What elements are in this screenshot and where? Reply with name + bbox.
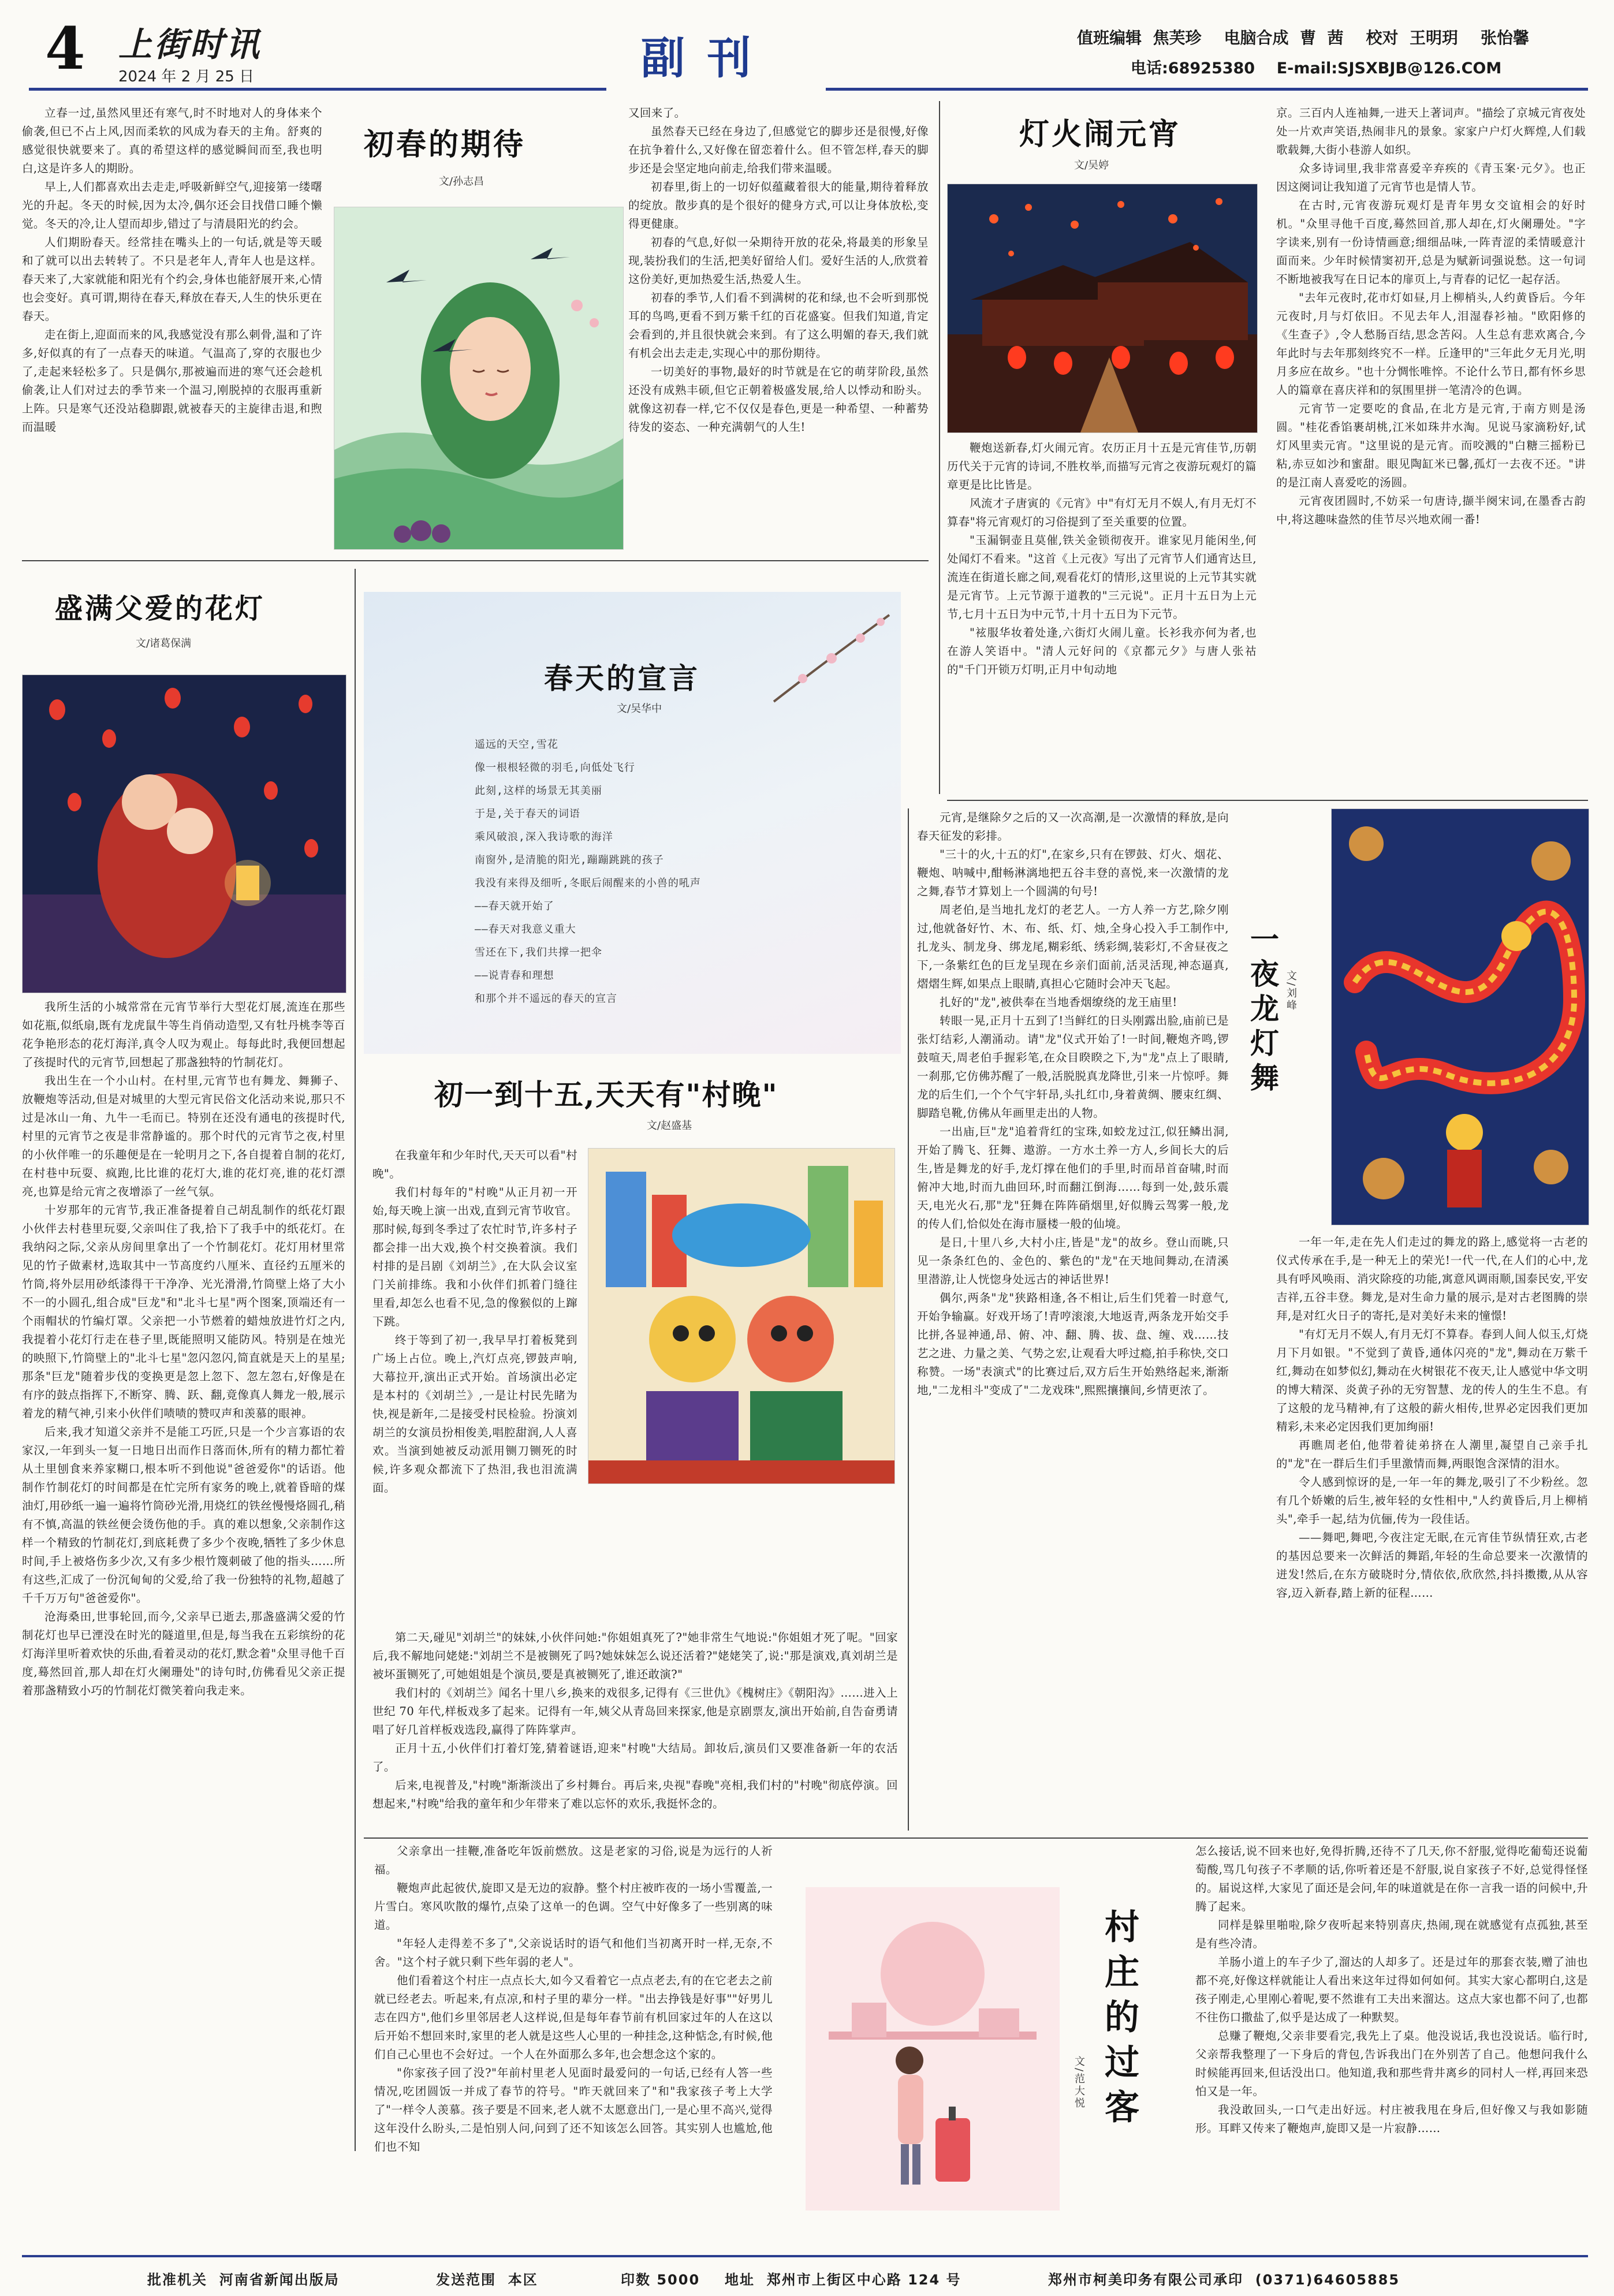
paragraph: 众多诗词里,我非常喜爱辛弃疾的《青玉案·元夕》。也正因这阕词让我知道了元宵节也是情人节。 — [1276, 162, 1586, 193]
divider-horizontal — [22, 560, 929, 561]
section-title: 副 刊 — [641, 32, 755, 84]
paragraph: "有灯无月不娱人,有月无灯不算春。春到人间人似玉,灯烧月下月如银。"不觉到了黄昏,通体闪亮的"龙",舞动在万紫千红,舞动在如梦似幻,舞动在火树银花不夜天,让人感觉中华文明的博大精深、炎黄子孙的无穷智慧、龙的传人的生生不息。有了这般的龙马精神,有了这般的薪火相传,世界必定因我们更加精彩,未来必定因我们更加绚丽! — [1276, 1328, 1588, 1433]
paragraph: 扎好的"龙",被供奉在当地香烟缭绕的龙王庙里! — [940, 996, 1177, 1009]
poem-line: 和那个并不遥远的春天的宣言 — [475, 993, 617, 1005]
article-title: 初一到十五,天天有"村晚" — [434, 1078, 778, 1112]
article-title: 春天的宣言 — [544, 661, 700, 695]
editor-line: 值班编辑 焦芙珍 电脑合成 曹 茜 校对 王明玥 张怡馨 — [1077, 28, 1529, 47]
poem-line: ——春天对我意义重大 — [475, 923, 576, 935]
page-number: 4 — [45, 14, 85, 83]
paragraph: 初春里,街上的一切好似蕴藏着很大的能量,期待着释放的绽放。散步真的是个很好的健身方式,可以让身体放松,变得更健康。 — [628, 180, 929, 230]
paragraph: 初春的气息,好似一朵期待开放的花朵,将最美的形象呈现,装扮我们的生活,把美好留给人们。爱好生活的人,欣赏着这份美好,更加热爱生活,热爱人生。 — [628, 236, 929, 286]
footer-address: 地址 郑州市上街区中心路 124 号 — [725, 2272, 961, 2288]
paragraph: 风流才子唐寅的《元宵》中"有灯无月不娱人,有月无灯不算春"将元宵观灯的习俗提到了至关重要的位置。 — [947, 497, 1257, 528]
article-col — [22, 998, 345, 2268]
article-col — [372, 1146, 577, 1626]
poem-line: 乘风破浪,深入我诗歌的海洋 — [475, 831, 613, 843]
article-byline: 文/范大悦 — [1073, 2056, 1085, 2110]
paragraph: 后来,我才知道父亲并不是能工巧匠,只是一个少言寡语的农家汉,一年到头一复一日地日出而作日落而休,所有的精力都忙着从土里刨食来养家糊口,根本听不到他说"爸爸爱你"的话语。他制作竹制花灯的时间都是在忙完所有家务的晚上,就着昏暗的煤油灯,用砂纸一遍一遍将竹筒砂光滑,用烧红的铁丝慢慢烙圆孔,稍有不慎,高温的铁丝便会烫伤他的手。真的难以想象,父亲制作这样一个精致的竹制花灯,到底耗费了多少个夜晚,牺牲了多少休息时间,手上被烙伤多少次,又有多少根竹篾刺破了他的指头……所有这些,汇成了一份沉甸甸的父爱,给了我一份独特的礼物,超越了千千万万句"爸爸爱你"。 — [22, 1425, 345, 1605]
paragraph: "玉漏铜壶且莫催,铁关金锁彻夜开。谁家见月能闲坐,何处闻灯不看来。"这首《上元夜》写出了元宵节人们通宵达旦,流连在街道长廊之间,观看花灯的情形,这里说的上元节其实就是元宵节。上元节源于道教的"三元说"。正月十五日为上元节,七月十五日为中元节,十月十五日为下元节。 — [947, 534, 1257, 621]
poem-line: 像一根根轻微的羽毛,向低处飞行 — [475, 762, 635, 774]
poem-line: 于是,关于春天的词语 — [475, 808, 580, 820]
paragraph: 在我童年和少年时代,天天可以看"村晚"。 — [372, 1149, 577, 1180]
paragraph: 后来,电视普及,"村晚"渐渐淡出了乡村舞台。再后来,央视"春晚"亮相,我们村的"村晚"彻底停演。回想起来,"村晚"给我的童年和少年带来了难以忘怀的欢乐,我挺怀念的。 — [372, 1779, 898, 1810]
paragraph: 是日,十里八乡,大村小庄,皆是"龙"的故乡。登山而眺,只见一条条红色的、金色的、紫色的"龙"在天地间舞动,在清溪里潜游,让人恍惚身处远古的神话世界! — [917, 1236, 1229, 1286]
article-title: 村庄的过客 — [1099, 1909, 1139, 2134]
paragraph: 总赚了鞭炮,父亲非要看完,我先上了桌。他没说话,我也没说话。临行时,父亲帮我整理了一下身后的背包,告诉我出门在外别苦了自己。他想问我什么时候能再回来,但话没出口。他知道,我和那些背井离乡的同村人一样,再回来恐怕又是一年。 — [1195, 2029, 1588, 2098]
paragraph: 我所生活的小城常常在元宵节举行大型花灯展,流连在那些如花瓶,似纸扇,既有龙虎鼠牛等生肖俏动造型,又有牡丹桃李等百花争艳形态的花灯海洋,真令人叹为观止。每每此时,我便回想起了孩提时代的元宵节,回想起了那盏独特的竹制花灯。 — [22, 1000, 345, 1069]
article-byline: 文/诸葛保满 — [136, 638, 192, 650]
paragraph: 初春的季节,人们看不到满树的花和绿,也不会听到那悦耳的鸟鸣,更看不到万紫千红的百花盛宴。但我们知道,肯定会看到的,并且很快就会来到。有了这么明媚的春天,我们就有机会出去走走,实现心中的那份期待。 — [628, 291, 929, 360]
paragraph: 元宵夜团圆时,不妨采一句唐诗,撷半阕宋词,在墨香古韵中,将这趣味盎然的佳节尽兴地欢闹一番! — [1276, 494, 1586, 526]
article-title: 盛满父爱的花灯 — [55, 592, 266, 625]
paragraph: 羊肠小道上的车子少了,溜达的人却多了。还是过年的那套衣装,赠了油也都不亮,好像这样就能让人看出来这年过得如何如何。其实大家心都明白,这是孩子刚走,心里刚心着呢,要不然谁有工夫出来溜达。这点大家也都不问了,也都不往伤口撒盐了,似乎是达成了一种默契。 — [1195, 1955, 1588, 2024]
paragraph: 转眼一晃,正月十五到了!当鲜红的日头刚露出脸,庙前已是张灯结彩,人潮涌动。请"龙"仪式开始了!一时间,鞭炮齐鸣,锣鼓喧天,周老伯手握彩笔,在众目睽睽之下,为"龙"点上了眼睛,一刹那,它仿佛苏醒了一般,活脱脱真龙降世,引来一片惊呼。舞龙的后生们,一个个气宇轩昂,头扎红巾,身着黄绸、腰束红绸、脚踏皂靴,仿佛从年画里走出的人物。 — [917, 1014, 1229, 1120]
masthead-divider-right — [826, 88, 1588, 91]
paragraph: 一年一年,走在先人们走过的舞龙的路上,感觉将一古老的仪式传承在手,是一种无上的荣光!一代一代,在人们的心中,龙具有呼风唤雨、消灾除疫的功能,寓意风调雨顺,国泰民安,平安吉祥,五谷丰登。舞龙,是对生命力量的展示,是对古老图腾的崇拜,是对红火日子的寄托,是对美好未来的憧憬! — [1276, 1235, 1588, 1322]
divider-vertical — [355, 569, 356, 2151]
paragraph: 鞭炮送新春,灯火闹元宵。农历正月十五是元宵佳节,历朝历代关于元宵的诗词,不胜枚举,而描写元宵之夜游玩观灯的篇章更是比比皆是。 — [947, 441, 1257, 491]
article-col — [947, 439, 1257, 791]
footer — [147, 2268, 1591, 2291]
poem-line: ——说青春和理想 — [475, 970, 554, 982]
poem-line: 南窗外,是清脆的阳光,蹦蹦跳跳的孩子 — [475, 854, 664, 866]
paragraph: 我出生在一个小山村。在村里,元宵节也有舞龙、舞狮子、放鞭炮等活动,但是对城里的大型元宵民俗文化活动来说,那只不过是冰山一角、九牛一毛而已。特别在还没有通电的孩提时代,村里的元宵节之夜是非常静谧的。那个时代的元宵节之夜,村里的小伙伴唯一的乐趣便是在一轮明月之下,各自提着自制的花灯,在村巷中玩耍、疯跑,比比谁的花灯大,谁的花灯亮,谁的花灯漂亮,也算是给元宵之夜增添了一丝气氛。 — [22, 1074, 345, 1198]
paragraph: 元宵节一定要吃的食品,在北方是元宵,于南方则是汤圆。"桂花香馅裹胡桃,江米如珠井水淘。见说马家滴粉好,试灯风里卖元宵。"这里说的是元宵。而咬溅的"白糖三摇粉已粘,赤豆如沙和蜜甜。眼见陶缸米已馨,孤灯一去夜不还。"讲的是江南人喜爱吃的汤圆。 — [1276, 402, 1586, 489]
article-chuntian — [364, 592, 901, 1054]
traveler-illustration — [806, 1887, 1060, 2211]
paragraph: 终于等到了初一,我早早打着板凳到广场上占位。晚上,汽灯点亮,锣鼓声响,大幕拉开,演出正式开始。首场演出必定是本村的《刘胡兰》,一是让村民先睹为快,视是新年,二是接受村民检验。扮演刘胡兰的女演员扮相俊美,唱腔甜润,人人喜欢。当演到她被反动派用铡刀铡死的时候,许多观众都流下了热泪,我也泪流满面。 — [372, 1333, 577, 1494]
paragraph: 在古时,元宵夜游玩观灯是青年男女交谊相会的好时机。"众里寻他千百度,蓦然回首,那人却在,灯火阑珊处。"字字读来,别有一份诗情画意;细细品味,一阵青涩的柔情暖意汁面而来。少年时候情窦初开,总是为赋新词强说愁。这一句词不断地被我写在日记本的扉页上,与青春的记忆一起存活。 — [1276, 199, 1586, 286]
issue-date: 2024 年 2 月 25 日 — [118, 68, 255, 85]
dragon-dance-illustration — [1331, 808, 1589, 1225]
article-byline: 文/吴婷 — [1074, 159, 1109, 172]
paragraph: 周老伯,是当地扎龙灯的老艺人。一方人养一方艺,除夕刚过,他就备好竹、木、布、纸、灯、烛,全身心投入手工制作中,扎龙头、制龙身、绑龙尾,糊彩纸、绣彩绸,装彩灯,不舍昼夜之下,一条紫红色的巨龙呈现在乡亲们面前,活灵活现,神态逼真,熠熠生辉,如果点上眼睛,真担心它随时会冲天飞起。 — [917, 903, 1229, 990]
article-byline: 文/刘峰 — [1285, 970, 1297, 1012]
article-col — [917, 808, 1229, 1836]
paragraph: 我们村的《刘胡兰》闻名十里八乡,换来的戏很多,记得有《三世仇》《槐树庄》《朝阳沟》……进入上世纪 70 年代,样板戏多了起来。记得有一年,姨父从青岛回来探家,他是京剧票友,演出开始前,自告奋勇请唱了好几首样板戏选段,赢得了阵阵掌声。 — [372, 1686, 898, 1736]
paragraph: 京。三百内人连袖舞,一进天上著词声。"描绘了京城元宵夜处处一片欢声笑语,热闹非凡的景象。家家户户灯火辉煌,人们载歌载舞,大街小巷游人如织。 — [1276, 106, 1586, 156]
article-byline: 文/吴华中 — [617, 703, 662, 715]
paragraph: 元宵,是继除夕之后的又一次高潮,是一次激情的释放,是向春天征发的彩排。 — [917, 811, 1229, 843]
paragraph: 十岁那年的元宵节,我正准备提着自己胡乱制作的纸花灯跟小伙伴去村巷里玩耍,父亲叫住了我,拾下了我手中的纸花灯。在我纳闷之际,父亲从房间里拿出了一个竹制花灯。花灯用材里常见的竹子做素材,选取其中一节高度约八厘米、直径约五厘米的竹筒,将外层用砂纸漆得干干净净、光光滑滑,竹筒壁上烙了大小不一的小圆孔,组合成"巨龙"和"北斗七星"两个图案,顶端还有一个雨帽状的竹编灯罩。父亲把一小节燃着的蜡烛放进竹灯之内,我提着小花灯行走在巷子里,既能照明又能防风。特别是在烛光的映照下,竹筒壁上的"北斗七星"忽闪忽闪,简直就是天上的星星;那条"巨龙"随着步伐的变换更是忽上忽下、忽左忽右,好像是在有序的鼓点指挥下,不断穿、腾、跃、翻,竟像真人舞龙一般,展示着龙的精气神,引来小伙伴们啧啧的赞叹声和羡慕的眼神。 — [22, 1203, 345, 1420]
paragraph: 立春一过,虽然风里还有寒气,时不时地对人的身体来个偷袭,但已不占上风,因而柔软的风成为春天的主角。舒爽的感觉很快就要来了。真的希望这样的感觉瞬间而至,我也明白,这是许多人的期盼。 — [22, 106, 322, 175]
paragraph: 再瞧周老伯,他带着徒弟挤在人潮里,凝望自己亲手扎的"龙"在一群后生们手里激情而舞,两眼饱含深情的泪水。 — [1276, 1438, 1588, 1470]
paragraph: 他们看着这个村庄一点点长大,如今又看着它一点点老去,有的在它老去之前就已经老去。听起来,有点凉,和村子里的辈分一样。"出去挣钱是好事""好男儿志在四方",他们乡里邻居老人这样说,但是每年春节前有机回家过年的人在这以后开始不想回来时,家里的老人就是这些人心里的一种挂念,这种惦念,有时候,他们自己心里也不会好过。一个人在外面那么多年,也会想念这个家的。 — [374, 1974, 773, 2061]
paragraph: 偶尔,两条"龙"狭路相逢,各不相让,后生们凭着一时意气,开始争输赢。好戏开场了!青哼滚滚,大地返青,两条龙开始交手比拼,各显神通,昂、俯、冲、翻、腾、拔、盘、缠、戏……技艺之进、力量之美、气势之宏,让观看大呼过瘾,拍手称快,交口称赞。一场"表演式"的比赛过后,双方后生开始熟络起来,渐渐地,"二龙相斗"变成了"二龙戏珠",熙熙攘攘间,乡情更浓了。 — [917, 1291, 1229, 1397]
paragraph: 沧海桑田,世事轮回,而今,父亲早已逝去,那盏盛满父爱的竹制花灯也早已湮没在时光的隧道里,但是,每当我在五彩缤纷的花灯海洋里听着欢快的乐曲,看着灵动的花灯,默念着"众里寻他千百度,蓦然回首,那人却在灯火阑珊处"的诗句时,仿佛看见父亲正提着那盏精致小巧的竹制花灯微笑着向我走来。 — [22, 1610, 345, 1697]
poem-line: ——春天就开始了 — [475, 900, 554, 912]
paragraph: "你家孩子回了没?"年前村里老人见面时最爱问的一句话,已经有人答一些情况,吃团圆饭一并成了春节的符号。"昨天就回来了"和"我家孩子考上大学了"一样令人羡慕。孩子要是不回来,老人就不太愿意出门,一是心里不高兴,觉得这年没什么盼头,二是怕别人问,问到了还不知该怎么回答。其实别人也尴尬,他们也不知 — [374, 2066, 773, 2153]
paragraph: "年轻人走得差不多了",父亲说话时的语气和他们当初离开时一样,无奈,不舍。"这个村子就只剩下些年弱的老人"。 — [374, 1937, 773, 1969]
masthead — [0, 0, 1614, 98]
article-byline: 文/孙志昌 — [439, 176, 484, 188]
poem-line: 此刻,这样的场景无其美丽 — [475, 785, 602, 797]
article-col — [22, 104, 322, 549]
divider-horizontal — [364, 1837, 1588, 1839]
paper-name: 上街时讯 — [118, 25, 262, 64]
masthead-divider-left — [29, 88, 606, 91]
article-byline: 文/赵盛基 — [647, 1120, 692, 1132]
divider-horizontal — [947, 800, 1588, 801]
paragraph: 一出庙,巨"龙"追着背红的宝珠,如蛟龙过江,似狂鳞出洞,开始了腾飞、狂舞、遨游。一方水土养一方人,乡间长大的后生,皆是舞龙的好手,龙灯撑在他们的手里,时而昂首奋啸,时而俯冲大地,时而九曲回环,时而翻江倒海……每到一处,鼓乐震天,电光火石,那"龙"狂舞在阵阵硝烟里,好似腾云驾雾一般,龙的传人们,恰似处在海市蜃楼一般的仙境。 — [917, 1125, 1229, 1231]
article-col — [628, 104, 929, 549]
footer-print-count: 印数 5000 — [621, 2272, 700, 2288]
paragraph: 走在街上,迎面而来的风,我感觉没有那么刺骨,温和了许多,好似真的有了一点春天的味道。气温高了,穿的衣服也少了,走起来轻松多了。只是偶尔,那被遍而进的寒气还会趁机偷袭,让人们对过去的季节来一个温习,刚脱掉的衣服再重新上阵。只是寒气还没站稳脚跟,就被春天的主旋律击退,和煦而温暖 — [22, 328, 322, 434]
poem-line: 遥远的天空,雪花 — [475, 739, 558, 751]
paragraph: 同样是躲里啪啦,除夕夜听起来特别喜庆,热闹,现在就感觉有点孤独,甚至是有些冷清。 — [1195, 1918, 1588, 1950]
paragraph: 第二天,碰见"刘胡兰"的妹妹,小伙伴问她:"你姐姐真死了?"她非常生气地说:"你姐姐才死了呢。"回家后,我不解地问姥姥:"刘胡兰不是被铡死了吗?她妹妹怎么说还活着?"姥姥笑了,说:"那是演戏,真刘胡兰是被坏蛋铡死了,可她姐姐是个演员,要是真被铡死了,谁还敢演?" — [372, 1631, 898, 1681]
divider-vertical — [939, 101, 940, 794]
paragraph: 我们村每年的"村晚"从正月初一开始,每天晚上演一出戏,直到元宵节收官。那时候,每到冬季过了农忙时节,许多村子都会排一出大戏,换个村交换着演。我们村排的是吕剧《刘胡兰》,在大队会议室门关前排练。我和小伙伴们抓着门缝往里看,却怎么也看不见,急的像猴似的上蹿下跳。 — [372, 1186, 577, 1328]
paragraph: ——舞吧,舞吧,今夜注定无眠,在元宵佳节纵情狂欢,古老的基因总要来一次鲜活的舞蹈,年轻的生命总要来一次激情的迸发!然后,在东方破晓时分,情依依,欣欣然,抖抖擞擞,从从容容,迈入新春,踏上新的征程…… — [1276, 1531, 1588, 1600]
paragraph: 我没敢回头,一口气走出好远。村庄被我甩在身后,但好像又与我如影随形。耳畔又传来了鞭炮声,旋即又是一片寂静…… — [1195, 2103, 1588, 2135]
paragraph: 又回来了。 — [628, 106, 686, 120]
divider-vertical — [908, 808, 909, 1831]
footer-distribution: 发送范围 本区 — [436, 2272, 538, 2288]
poem-block — [475, 733, 879, 1011]
paragraph: 人们期盼春天。经常挂在嘴头上的一句话,就是等天暖和了就可以出去转转了。不只是老年人,青年人也是这样。春天来了,大家就能和阳光有个约会,身体也能舒展开来,心情也会变好。真可谓,期待在春天,释放在春天,人生的快乐更在春天。 — [22, 236, 322, 323]
paragraph: 怎么接话,说不回来也好,免得折腾,还待不了几天,你不舒服,觉得吃葡萄还说葡萄酸,骂几句孩子不孝顺的话,你听着还是不舒服,说自家孩子不好,总觉得怪怪的。届说这样,大家见了面还是会问,年的味道就是在你一言我一语的问候中,升腾了起来。 — [1195, 1844, 1588, 1913]
paragraph: 正月十五,小伙伴们打着灯笼,猜着谜语,迎来"村晚"大结局。卸妆后,演员们又要准备新一年的农活了。 — [372, 1742, 898, 1773]
footer-divider — [22, 2255, 1588, 2257]
article-title: 初春的期待 — [364, 127, 526, 162]
spring-branch-decoration — [768, 603, 895, 707]
lantern-street-illustration — [947, 184, 1258, 433]
contact-line: 电话:68925380 E-mail:SJSXBJB@126.COM — [1131, 59, 1502, 77]
paragraph: 鞭炮声此起彼伏,旋即又是无边的寂静。整个村庄被昨夜的一场小雪覆盖,一片雪白。寒风吹散的爆竹,点染了这单一的色调。空气中好像多了一些别离的味道。 — [374, 1881, 773, 1932]
spring-girl-illustration — [334, 207, 624, 550]
footer-printer: 郑州市柯美印务有限公司承印 (0371)64605885 — [1048, 2272, 1400, 2288]
article-title: 一夜龙灯舞 — [1246, 924, 1280, 1097]
paragraph: "去年元夜时,花市灯如昼,月上柳梢头,人约黄昏后。今年元夜时,月与灯依旧。不见去年人,泪湿春衫袖。"欧阳修的《生查子》,令人愁肠百结,思念苦闷。人生总有悲欢离合,今年此时与去年那刻终究不一样。丘逢甲的"三年此夕无月光,明月多应在故乡。"也十分惆怅唯悴。不论什么节日,都有怀乡思人的篇章在喜庆祥和的氛围里拼一笔清冷的色调。 — [1276, 291, 1586, 397]
article-col — [1276, 104, 1586, 791]
paragraph: "袨服华妆着处逢,六街灯火闹儿童。长衫我亦何为者,也在游人笑语中。"清人元好问的《京都元夕》与唐人张祜的"千门开锁万灯明,正月中旬动地 — [947, 626, 1257, 676]
paragraph: "三十的火,十五的灯",在家乡,只有在锣鼓、灯火、烟花、鞭炮、呐喊中,酣畅淋漓地把五谷丰登的喜悦,来一次激情的龙之舞,春节才算划上一个圆满的句号! — [917, 848, 1229, 898]
paragraph: 令人感到惊讶的是,一年一年的舞龙,吸引了不少粉丝。忽有几个娇嫩的后生,被年轻的女性相中,"人约黄昏后,月上柳梢头",牵手一起,结为伉俪,传为一段佳话。 — [1276, 1475, 1588, 1526]
father-lantern-illustration — [22, 674, 346, 993]
village-gala-illustration — [588, 1148, 895, 1484]
poem-line: 我没有来得及细听,冬眠后闹醒来的小兽的吼声 — [475, 877, 701, 889]
paragraph: 虽然春天已经在身边了,但感觉它的脚步还是很慢,好像在抗争着什么,又好像在留恋着什么。但不管怎样,春天的脚步还是会坚定地向前走,给我们带来温暖。 — [628, 125, 929, 175]
article-title: 灯火闹元宵 — [1019, 117, 1181, 152]
article-col — [1276, 1233, 1588, 1836]
paragraph: 父亲拿出一挂鞭,准备吃年饭前燃放。这是老家的习俗,说是为远行的人祈福。 — [374, 1844, 773, 1876]
article-col — [374, 1842, 773, 2246]
article-col — [1195, 1842, 1588, 2246]
paragraph: 一切美好的事物,最好的时节就是在它的萌芽阶段,虽然还没有成熟丰硕,但它正朝着极盛发展,给人以悸动和盼头。就像这初春一样,它不仅仅是春色,更是一种希望、一种蓄势待发的姿态、一种充满朝气的人生! — [628, 365, 929, 434]
footer-issuer: 批准机关 河南省新闻出版局 — [147, 2272, 340, 2288]
paragraph: 早上,人们都喜欢出去走走,呼吸新鲜空气,迎接第一缕曙光的升起。冬天的时候,因为太冷,偶尔还会目找借口睡个懒觉。冬天的冷,让人望而却步,错过了与清晨阳光的约会。 — [22, 180, 322, 230]
poem-line: 雪还在下,我们共撑一把伞 — [475, 946, 602, 959]
